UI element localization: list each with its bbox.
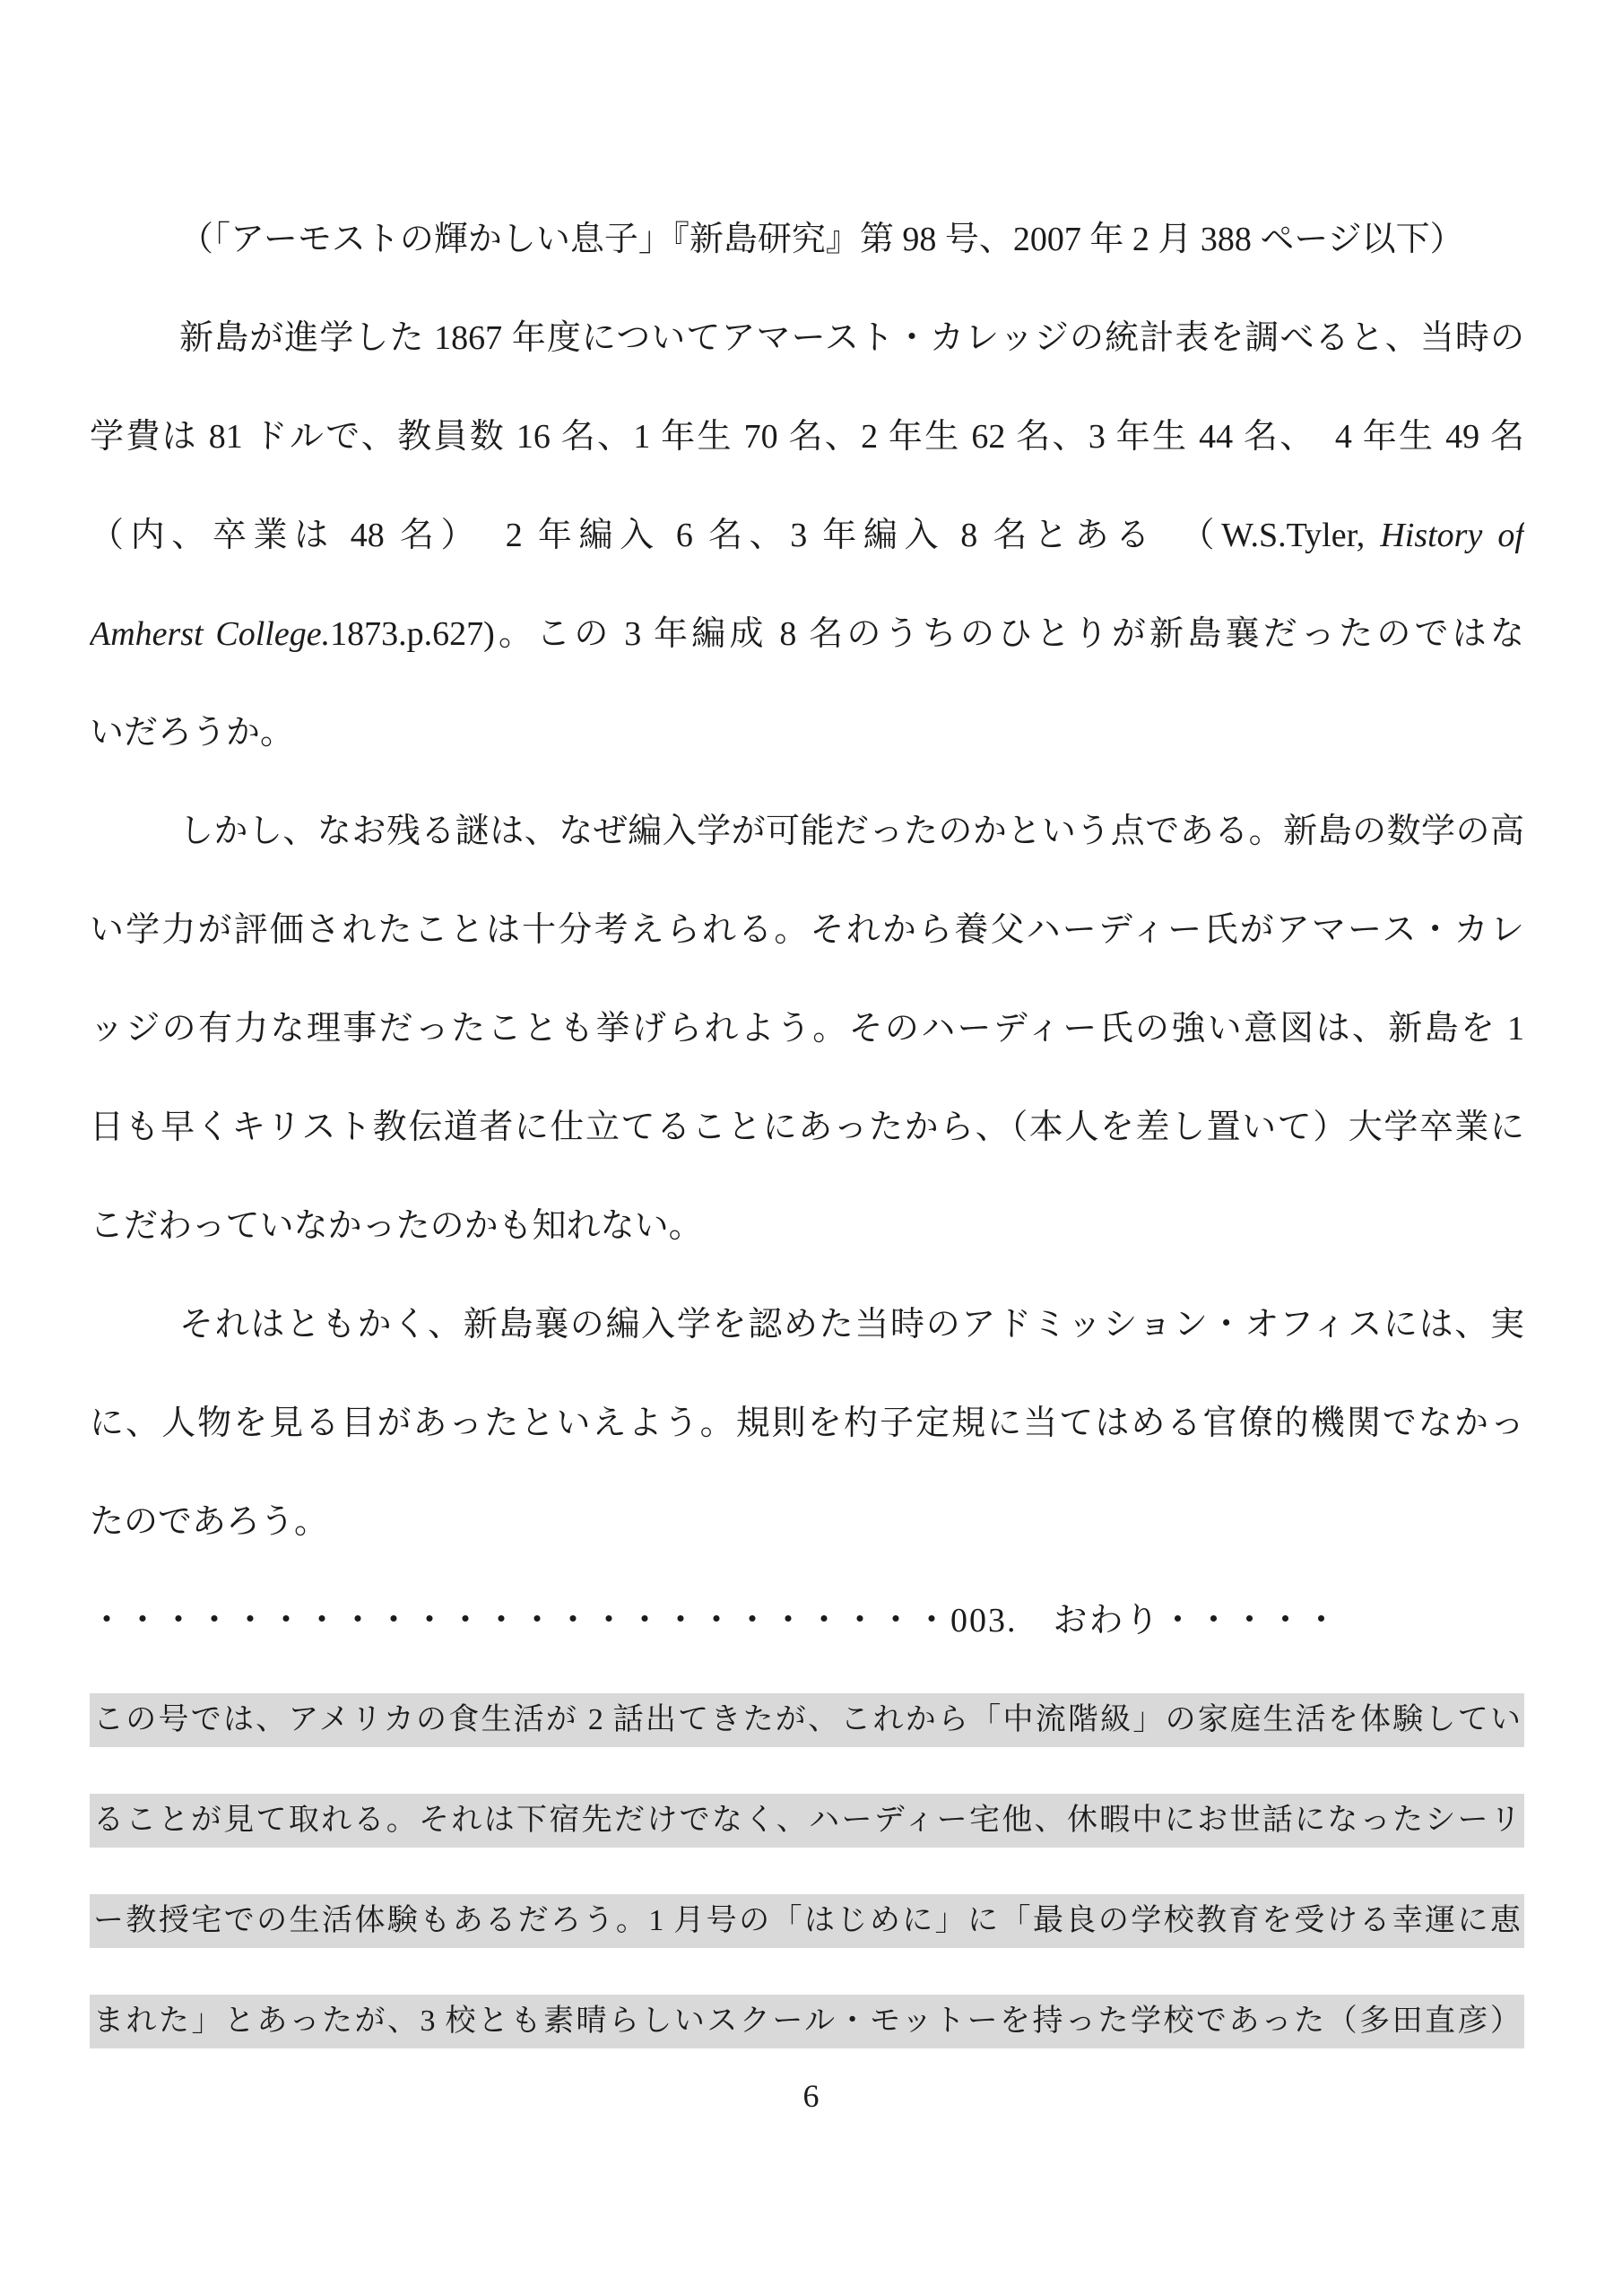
text-segment: こだわっていなかったのかも知れない。 [90, 1207, 703, 1245]
highlight-strip [90, 1894, 1524, 1948]
text-line [90, 683, 1524, 782]
text-segment: 新島が進学した 1867 年度についてアマースト・カレッジの統計表を調べると、当時の [179, 319, 1524, 357]
text-line [90, 190, 1524, 289]
text-segment: いだろうか。 [90, 714, 295, 752]
body-text [90, 190, 1524, 1670]
highlighted-block [90, 1670, 1524, 2072]
text-line [90, 979, 1524, 1078]
text-line [90, 1177, 1524, 1275]
text-segment: しかし、なお残る謎は、なぜ編入学が可能だったのかという点である。新島の数学の高 [179, 813, 1524, 850]
text-segment: 学費は 81 ドルで、教員数 16 名、1 年生 70 名、2 年生 62 名、3 年生 44 名、 4 年生 49 名 [90, 418, 1524, 456]
text-line [90, 387, 1524, 486]
highlight-strip [90, 1995, 1524, 2048]
text-line [90, 782, 1524, 881]
text-segment: 1873.p.627)。この 3 年編成 8 名のうちのひとりが新島襄だったのではな [330, 615, 1524, 653]
italic-text-segment: Amherst College. [90, 615, 331, 653]
section-divider [90, 1571, 1524, 1670]
highlighted-text-line [90, 1971, 1524, 2072]
highlighted-text-line [90, 1670, 1524, 1770]
text-segment: （内、卒業は 48 名） 2 年編入 6 名、3 年編入 8 名とある （W.S.Tyler, [90, 517, 1381, 554]
text-segment: ることが見て取れる。それは下宿先だけでなく、ハーディー宅他、休暇中にお世話になったシーリ [93, 1804, 1521, 1837]
text-segment: まれた」とあったが、3 校とも素晴らしいスクール・モットーを持った学校であった（多田直彦） [93, 2005, 1521, 2038]
text-line [90, 585, 1524, 683]
text-segment: たのであろう。 [90, 1503, 329, 1541]
text-line [90, 1275, 1524, 1374]
highlight-strip [90, 1693, 1524, 1747]
text-segment: （「アーモストの輝かしい息子」『新島研究』第 98 号、2007 年 2 月 388 ページ以下） [179, 221, 1464, 258]
text-segment: い学力が評価されたことは十分考えられる。それから養父ハーディー氏がアマース・カレ [90, 911, 1524, 949]
text-segment: に、人物を見る目があったといえよう。規則を杓子定規に当てはめる官僚的機関でなかっ [90, 1405, 1524, 1442]
text-line [90, 1078, 1524, 1177]
text-line [90, 881, 1524, 979]
highlighted-text-line [90, 1770, 1524, 1871]
page-content [90, 190, 1524, 2072]
text-segment: 日も早くキリスト教伝道者に仕立てることにあったから、（本人を差し置いて）大学卒業に [90, 1109, 1524, 1146]
page-number: 6 [802, 2078, 820, 2114]
text-line [90, 1374, 1524, 1473]
text-segment: ・・・・・・・・・・・・・・・・・・・・・・・・003. おわり・・・・・ [90, 1602, 1340, 1639]
text-segment: この号では、アメリカの食生活が 2 話出てきたが、これから「中流階級」の家庭生活を体験してい [93, 1703, 1521, 1736]
highlighted-text-line [90, 1871, 1524, 1971]
text-line [90, 289, 1524, 387]
highlight-strip [90, 1794, 1524, 1848]
text-line [90, 486, 1524, 585]
text-line [90, 1473, 1524, 1571]
text-segment: それはともかく、新島襄の編入学を認めた当時のアドミッション・オフィスには、実 [179, 1306, 1524, 1344]
italic-text-segment: History of [1380, 517, 1524, 554]
text-segment: ー教授宅での生活体験もあるだろう。1 月号の「はじめに」に「最良の学校教育を受ける幸運に恵 [93, 1904, 1521, 1937]
text-segment: ッジの有力な理事だったことも挙げられよう。そのハーディー氏の強い意図は、新島を 1 [90, 1010, 1524, 1048]
